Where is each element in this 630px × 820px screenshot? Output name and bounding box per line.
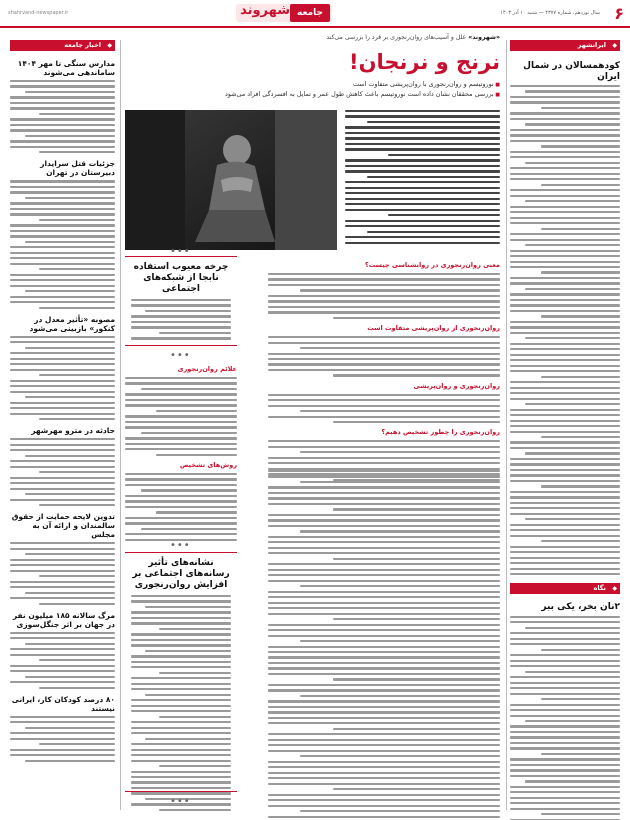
news-body <box>10 542 115 605</box>
separator-dots: ••• <box>170 796 191 807</box>
logo-wordmark: شهروند <box>240 3 290 18</box>
sidebar-box-2 <box>125 552 237 792</box>
news-title: مدارس سنگی تا مهر ۱۴۰۴ ساماندهی می‌شوند <box>17 59 115 77</box>
story-body <box>510 616 620 820</box>
box-title: نشانه‌های تأثیر رسانه‌های اجتماعی بر افزایش روان‌رنجوری <box>132 558 230 590</box>
news-body <box>10 180 115 308</box>
subhead: روان‌رنجوری از روان‌پریشی متفاوت است <box>367 324 500 333</box>
sad-person-illustration <box>125 110 337 250</box>
news-body <box>10 716 115 762</box>
body-column-2 <box>125 360 237 544</box>
subhead: روش‌های تشخیص <box>179 460 237 469</box>
main-headline: نرنج و نرنجان! <box>349 50 500 74</box>
separator-dots: ••• <box>170 350 191 361</box>
news-body <box>10 336 115 420</box>
lead-line: ■ نوروتیسم و روان‌رنجوری با روان‌پریشی متفاوت است <box>130 80 500 90</box>
subhead: روان‌رنجوری را چطور تشخیص دهیم؟ <box>381 428 500 437</box>
newspaper-logo <box>236 2 332 24</box>
issue-info: سال نوزدهم، شماره ۴۳۷۷ — شنبه ۱۰ آذر ۱۴۰۳ <box>500 10 600 16</box>
separator-dots: ••• <box>170 540 191 551</box>
intro-paragraph <box>345 110 500 247</box>
story-body <box>510 85 620 575</box>
news-title: جزئیات قتل سرایدار دبیرستان در تهران <box>40 159 115 178</box>
sidebar-box-1 <box>125 256 237 346</box>
separator-dots: ••• <box>170 246 191 257</box>
news-body <box>10 632 115 689</box>
main-kicker <box>130 34 500 41</box>
page-header <box>0 0 630 28</box>
story-title: کودهمسالان در شمال ایران <box>523 61 620 82</box>
kicker-text: علل و آسیب‌های روان‌رنجوری بر فرد را بررسی می‌کند <box>326 34 469 41</box>
news-title: مصوبه «تأثیر معدل در کنکور» بازبینی می‌شود <box>29 314 115 333</box>
site-url: shahrvand-newspaper.ir <box>8 10 69 16</box>
section-label-negah: نگاه ◆ <box>510 583 620 594</box>
news-body <box>10 80 115 153</box>
lead-line: ■ بررسی محققان نشان داده است نوروتیسم باعث کاهش طول عمر و تمایل به افسردگی افراد می‌شود <box>130 90 500 100</box>
right-column <box>510 40 620 820</box>
page-number: ۶ <box>614 4 624 23</box>
main-photo <box>125 110 337 250</box>
section-label-iranshahr: ایرانشهر ◆ <box>510 40 620 51</box>
box-title: چرخه معیوب استفاده نابجا از شبکه‌های اجتماعی <box>133 262 229 294</box>
subhead: علائم روان‌رنجوری <box>177 365 237 373</box>
kicker-brand: «شهروند» <box>468 34 500 41</box>
subhead: معنی روان‌رنجوری در روانشناسی چیست؟ <box>365 261 500 269</box>
story-title: ۲نان بخر، یکی ببر <box>541 602 620 613</box>
news-title: تدوین لایحه حمایت از حقوق سالمندان و ارائه آن به مجلس <box>11 512 115 540</box>
section-label-news: اخبار جامعه ◆ <box>10 40 115 51</box>
news-body <box>10 438 115 506</box>
news-title: حادثه در مترو مهرشهر <box>31 426 115 436</box>
logo-section-label: جامعه <box>290 4 330 22</box>
body-column-1 <box>268 256 500 484</box>
news-title: ۸۰ درصد کودکان کار، ایرانی نیستند <box>11 694 115 713</box>
left-column <box>10 40 115 765</box>
main-lead <box>130 80 500 100</box>
news-title: مرگ سالانه ۱۸۵ میلیون نفر در جهان بر اثر جنگل‌سوزی <box>12 610 115 629</box>
body-column-3 <box>268 470 500 820</box>
subhead: روان‌رنجوری و روان‌پریشی <box>413 381 500 390</box>
